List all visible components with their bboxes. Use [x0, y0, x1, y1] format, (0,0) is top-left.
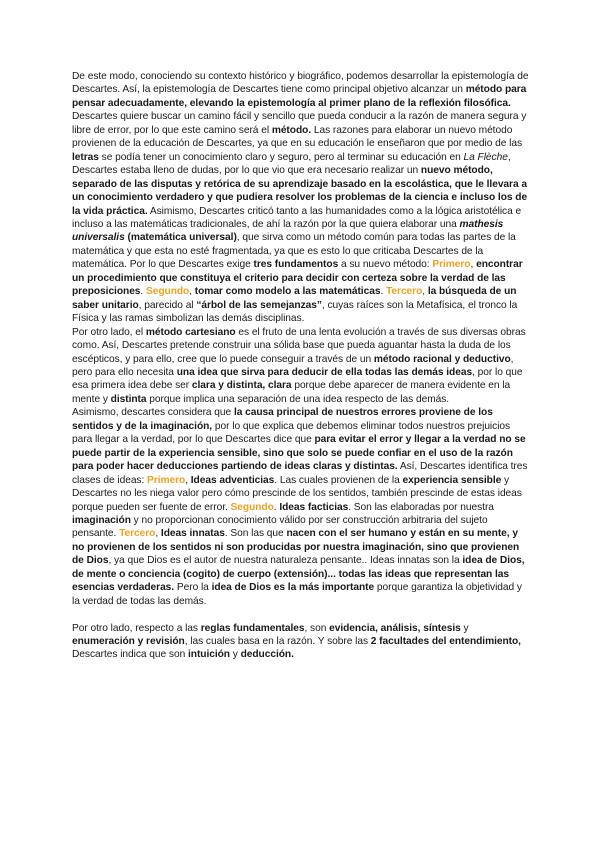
ordinal-highlight: Primero — [432, 259, 471, 271]
body-text: , ya que Dios es el autor de nuestra naturaleza pensante.. Ideas innatas son la — [108, 555, 463, 567]
body-text: Descartes indica que son — [72, 649, 188, 661]
body-text: , cuyas raíces son la Metafísica, el tronco la Física y las ramas simbolizan las demás disciplinas. — [72, 299, 518, 325]
body-text: Asimismo, descartes considera que — [72, 407, 234, 419]
body-text: porque debe aparecer de manera evidente en la mente y — [72, 380, 511, 405]
emphasis-text: método. — [271, 124, 312, 136]
paragraph-2 — [72, 326, 530, 407]
emphasis-text: la causa principal de nuestros errores proviene de los sentidos y de la imaginación, — [72, 407, 493, 432]
body-text: , — [155, 528, 161, 540]
body-text: De este modo, conociendo su contexto histórico y biográfico, podemos desarrollar la epistemología de Descartes. Así, la epistemología de Descartes tiene como principal objetivo alcanzar un — [72, 71, 529, 96]
emphasis-text: clara y distinta, clara — [191, 380, 292, 392]
emphasis-text: matemática universal) — [130, 232, 237, 244]
body-text: Descartes quiere buscar un camino fácil y sencillo que pueda conducir a la razón de manera segura y libre de error, por lo que este camino será el — [72, 111, 527, 136]
body-text: , Descartes estaba lleno de dudas, por lo que vio que era necesario realizar un — [72, 151, 511, 177]
body-text: Pero la — [174, 582, 212, 594]
emphasis-text: mathesis universalis — [72, 218, 504, 244]
emphasis-text: imaginación — [72, 514, 131, 526]
ordinal-highlight: Primero — [147, 474, 186, 486]
body-text: y no proporcionan conocimiento válido por ser construcción arbitraria del sujeto pensante. — [72, 514, 488, 540]
emphasis-text: La Flèche — [463, 151, 508, 163]
body-text: , — [422, 286, 428, 298]
emphasis-text: método racional y deductivo — [373, 353, 511, 365]
emphasis-text: 2 facultades del entendimiento, — [370, 636, 521, 648]
body-text: y — [460, 622, 469, 634]
body-text: a su nuevo método: — [338, 259, 433, 271]
body-text: . — [380, 286, 386, 298]
body-text: . Las cuales provienen de la — [274, 474, 403, 486]
emphasis-text: enumeración y revisión — [72, 636, 185, 648]
ordinal-highlight: Tercero — [119, 528, 156, 540]
body-text: . Son las que — [224, 528, 287, 540]
emphasis-text: Ideas innatas — [160, 528, 225, 540]
emphasis-text: experiencia sensible — [402, 474, 502, 486]
paragraph-3 — [72, 406, 530, 608]
ordinal-highlight: Segundo — [145, 286, 190, 298]
body-text: se podía tener un conocimiento claro y seguro, pero al terminar su educación en — [98, 151, 464, 163]
body-text: , — [185, 474, 191, 486]
body-text: , — [470, 259, 477, 271]
body-text: por lo que explica que debemos eliminar todos nuestros prejuicios para llegar a la verdad, por lo que Descartes dice que — [72, 420, 511, 446]
body-text: . — [140, 286, 146, 298]
body-text: . Son las elaboradas por nuestra — [348, 501, 494, 513]
body-text: Las razones para elaborar un nuevo método provienen de la educación de Descartes, ya que en su educación le enseñaron que por medio de las — [72, 124, 522, 150]
body-text: , parecido al — [138, 299, 197, 311]
emphasis-text: idea de Dios, de mente o conciencia (cogito) de cuerpo (extensión)... todas las ideas que representan las esencias verdaderas. — [72, 555, 525, 594]
emphasis-text: encontrar un procedimiento que constituya el criterio para decidir con certeza sobre la verdad de las preposiciones — [72, 259, 523, 298]
emphasis-text: la búsqueda de un saber unitario — [72, 286, 517, 311]
emphasis-text: reglas fundamentales — [200, 622, 305, 634]
paragraph-4 — [72, 622, 530, 662]
emphasis-text: tomar como modelo a las matemáticas — [194, 286, 381, 298]
emphasis-text: evidencia, análisis, síntesis — [329, 622, 461, 634]
body-text: porque implica una separación de una idea respecto de las demás. — [146, 393, 450, 405]
emphasis-text: letras — [72, 151, 99, 163]
body-text: porque garantiza la objetividad y la verdad de todas las demás. — [72, 582, 522, 607]
emphasis-text: “árbol de las semejanzas” — [196, 299, 322, 311]
ordinal-highlight: Segundo — [230, 501, 274, 513]
body-text: Asimismo, Descartes criticó tanto a las humanidades como a la lógica aristotélica e incluso a las matemáticas tradicionales, de ahí la razón por la que quiera elaborar una — [72, 205, 522, 230]
body-text: , las cuales basa en la razón. Y sobre las — [184, 636, 371, 648]
body-text: y Descartes no les niega valor pero cómo prescinde de los sentidos, también prescinde de estas ideas porque pueden ser fuente de error. — [72, 474, 522, 513]
body-text: . — [273, 501, 280, 513]
emphasis-text: nacen con el ser humano y están en su mente, y no provienen de los sentidos ni son producidas por nuestra imaginación, sino que provienen de Dios — [72, 528, 520, 567]
body-text: es el fruto de una lenta evolución a través de sus diversas obras como. Así, Descartes pretende construir una sólida base que pueda aguantar hasta la duda de los escépticos, y para ello, cree que lo puede conseguir a través de un — [72, 326, 526, 365]
emphasis-text: nuevo método, separado de las disputas y retórica de su aprendizaje basado en la escolástica, que le llevara a un conocimiento verdadero y que pudiera resolver los problemas de la ciencia e incluso los de la vida práctica. — [72, 165, 528, 217]
emphasis-text: tres fundamentos — [253, 259, 339, 271]
emphasis-text: método para pensar adecuadamente, elevando la epistemología al primer plano de la reflexión filosófica. — [72, 84, 527, 109]
emphasis-text: para evitar el error y llegar a la verdad no se puede partir de la experiencia sensible, sino que solo se puede confiar en el uso de la razón para poder hacer deducciones partiendo de ideas claras y distintas. — [72, 434, 526, 473]
body-text: Por otro lado, respecto a las — [72, 622, 201, 634]
body-text: , — [189, 286, 195, 298]
emphasis-text: deducción. — [240, 649, 294, 661]
ordinal-highlight: Tercero — [386, 286, 423, 298]
body-text: , pero para ello necesita — [72, 353, 514, 378]
body-text: y — [229, 649, 241, 661]
paragraph-1 — [72, 70, 530, 326]
emphasis-text: Ideas adventicias — [190, 474, 275, 486]
body-text: Por otro lado, el — [72, 326, 146, 338]
body-text: , son — [304, 622, 330, 634]
document-body — [72, 70, 530, 662]
body-text: , que sirva como un método común para todas las partes de la matemática y que esta no esté fragmentada, ya que es esto lo que criticaba Descartes de la matemática. Por lo que Descartes exige — [72, 232, 516, 271]
emphasis-text: ( — [124, 232, 131, 244]
body-text: Así, Descartes identifica tres clases de ideas: — [72, 461, 528, 486]
body-text: , por lo que esa primera idea debe ser — [72, 366, 523, 392]
emphasis-text: intuición — [187, 649, 230, 661]
emphasis-text: idea de Dios es la más importante — [211, 582, 375, 594]
emphasis-text: distinta — [110, 393, 147, 405]
emphasis-text: una idea que sirva para deducir de ella todas las demás ideas — [176, 366, 473, 378]
emphasis-text: método cartesiano — [145, 326, 236, 338]
emphasis-text: Ideas facticias — [279, 501, 349, 513]
